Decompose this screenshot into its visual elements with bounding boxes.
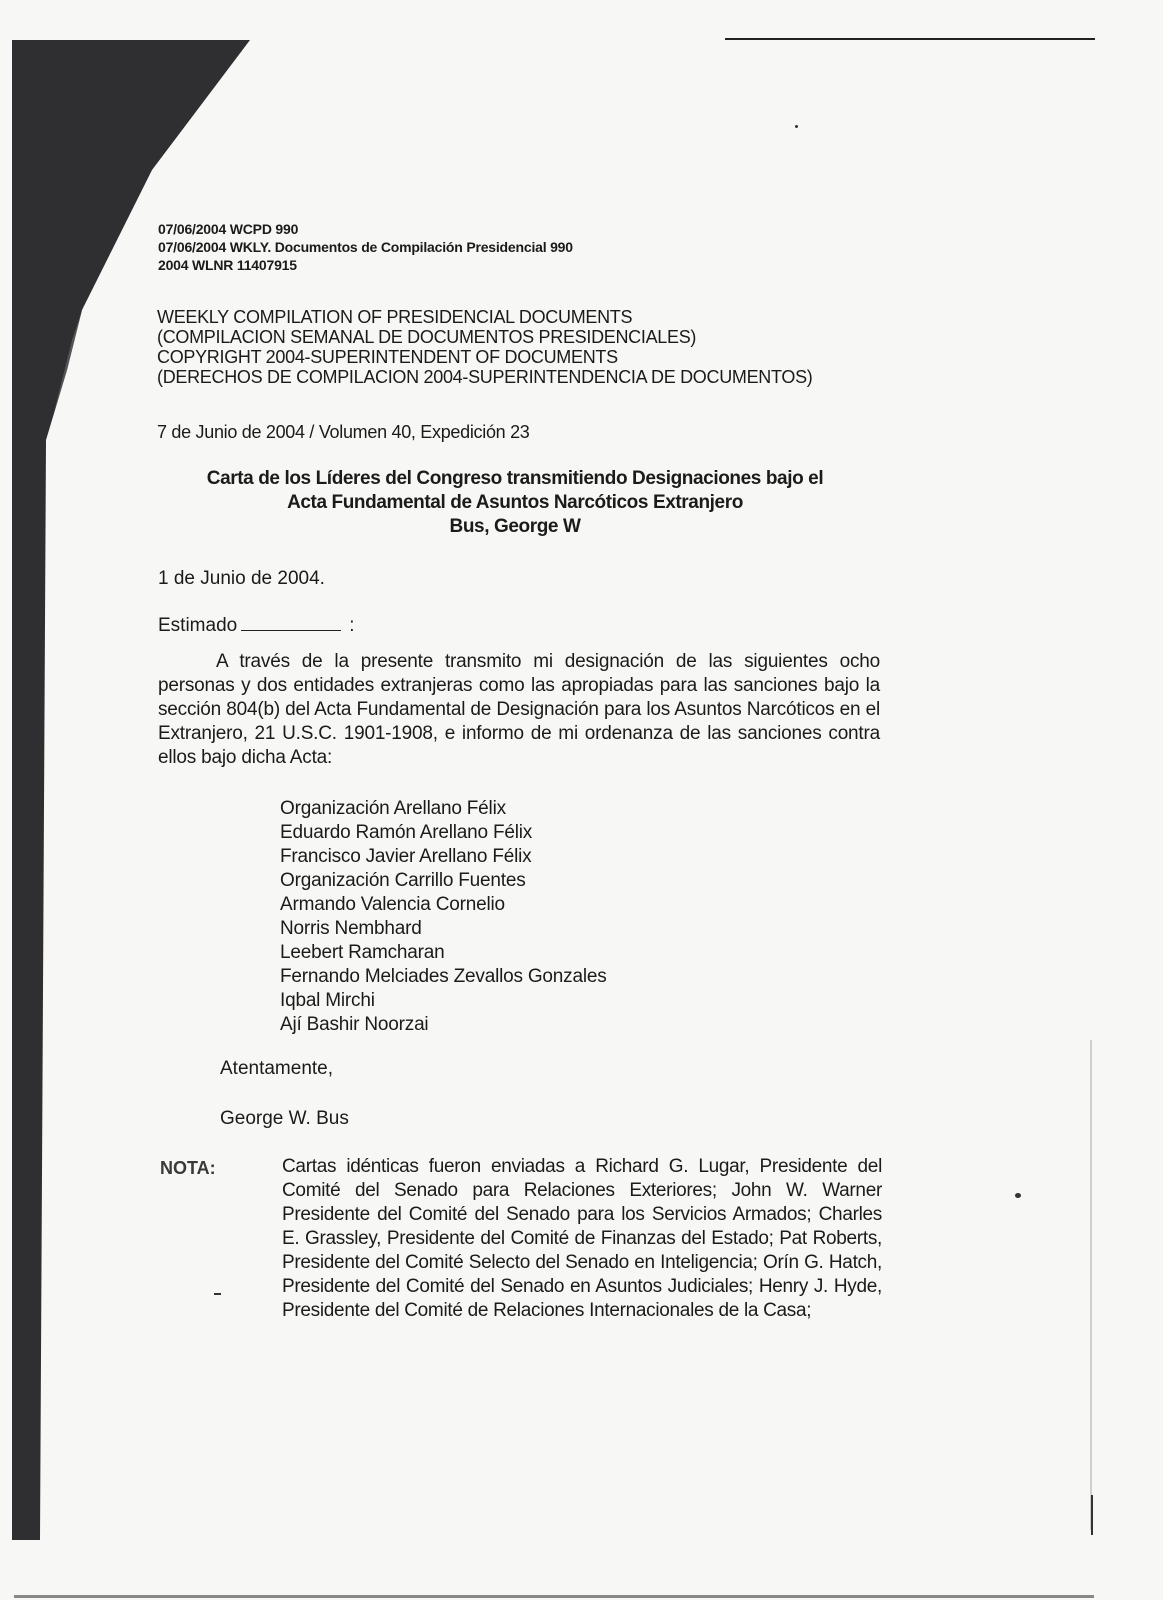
page-edge-mark <box>1091 1495 1093 1535</box>
document-title <box>160 467 870 539</box>
note-label: NOTA: <box>160 1158 216 1178</box>
note-text: Cartas idénticas fueron enviadas a Richard G. Lugar, Presidente del Comité del Senado para Relaciones Exteriores; John W. Warner Presidente del Comité del Senado para los Servicios Armados; Charles E. Grassley, Presidente del Comité de Finanzas del Estado; Pat Roberts, Presidente del Comité Selecto del Senado en Inteligencia; Orín G. Hatch, Presidente del Comité del Senado en Asuntos Judiciales; Henry J. Hyde, Presidente del Comité de Relaciones Internacionales de la Casa; <box>282 1156 882 1321</box>
list-item: Armando Valencia Cornelio <box>280 894 505 915</box>
publication-line: WEEKLY COMPILATION OF PRESIDENCIAL DOCUMENTS <box>157 307 633 327</box>
list-item: Francisco Javier Arellano Félix <box>280 846 532 867</box>
publication-line: COPYRIGHT 2004-SUPERINTENDENT OF DOCUMENTS <box>157 347 618 367</box>
page-top-edge <box>725 38 1095 40</box>
scan-speck <box>1015 1193 1021 1198</box>
letter-body: A través de la presente transmito mi designación de las siguientes ocho personas y dos entidades extranjeras como las apropiadas para las sanciones bajo la sección 804(b) del Acta Fundamental de Designación para los Asuntos Narcóticos en el Extranjero, 21 U.S.C. 1901-1908, e informo de mi ordenanza de las sanciones contra ellos bajo dicha Acta: <box>158 651 880 768</box>
list-item: Iqbal Mirchi <box>280 990 375 1011</box>
salutation-word: Estimado <box>158 615 238 636</box>
list-item: Organización Carrillo Fuentes <box>280 870 526 891</box>
publication-heading <box>157 307 812 387</box>
metadata-line: 07/06/2004 WKLY. Documentos de Compilación Presidencial 990 <box>158 239 573 255</box>
list-item: Organización Arellano Félix <box>280 798 506 819</box>
metadata-line: 2004 WLNR 11407915 <box>158 257 297 273</box>
salutation <box>158 615 354 637</box>
page-right-edge <box>1090 1040 1092 1530</box>
issue-line: 7 de Junio de 2004 / Volumen 40, Expedición 23 <box>157 422 530 442</box>
designee-list <box>280 797 607 1037</box>
closing: Atentamente, <box>220 1058 334 1079</box>
salutation-blank <box>241 615 341 631</box>
page-bottom-edge <box>14 1595 1094 1598</box>
letter-date: 1 de Junio de 2004. <box>158 568 325 589</box>
list-item: Norris Nembhard <box>280 918 422 939</box>
salutation-colon: : <box>349 615 355 636</box>
publication-line: (COMPILACION SEMANAL DE DOCUMENTOS PRESIDENCIALES) <box>157 327 697 347</box>
list-item: Ají Bashir Noorzai <box>280 1014 429 1035</box>
scan-speck <box>795 125 798 128</box>
publication-line: (DERECHOS DE COMPILACION 2004-SUPERINTENDENCIA DE DOCUMENTOS) <box>157 367 813 387</box>
document-metadata <box>158 220 573 274</box>
title-line: Acta Fundamental de Asuntos Narcóticos Extranjero <box>287 492 743 513</box>
author-line: Bus, George W <box>449 516 581 537</box>
title-line: Carta de los Líderes del Congreso transmitiendo Designaciones bajo el <box>206 468 824 489</box>
list-item: Leebert Ramcharan <box>280 942 445 963</box>
metadata-line: 07/06/2004 WCPD 990 <box>158 221 299 237</box>
signature: George W. Bus <box>220 1108 349 1129</box>
list-item: Fernando Melciades Zevallos Gonzales <box>280 966 607 987</box>
scan-speck <box>214 1293 221 1295</box>
list-item: Eduardo Ramón Arellano Félix <box>280 822 533 843</box>
